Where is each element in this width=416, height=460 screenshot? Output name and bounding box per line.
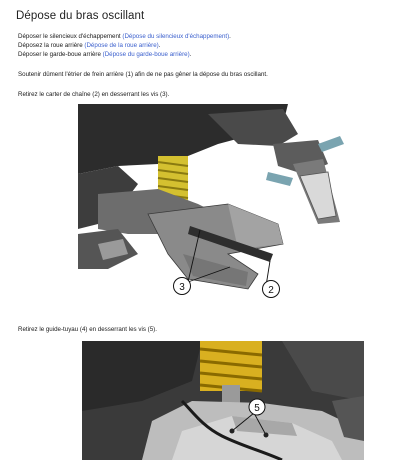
step-1-end: . <box>229 33 231 40</box>
swingarm-figure <box>78 104 360 306</box>
callout-5: 5 <box>254 403 260 414</box>
hose-guide-illustration <box>82 341 364 460</box>
step-2 <box>18 42 160 49</box>
step-2-end: . <box>158 42 161 49</box>
step-1-link[interactable]: (Dépose du silencieux d'échappement) <box>122 33 230 40</box>
hose-guide-figure <box>82 341 364 460</box>
step-3 <box>18 51 191 58</box>
step-1-text: Déposer le silencieux d'échappement <box>18 33 121 40</box>
page-title: Dépose du bras oscillant <box>16 10 145 22</box>
paragraph-chain-guard: Retirez le carter de chaîne (2) en desserrant les vis (3). <box>18 91 170 98</box>
paragraph-hose-guide: Retirez le guide-tuyau (4) en desserrant les vis (5). <box>18 326 157 333</box>
step-3-end: . <box>189 51 192 58</box>
step-1 <box>18 33 231 40</box>
step-2-link[interactable]: (Dépose de la roue arrière) <box>84 42 159 49</box>
paragraph-brake-caliper: Soutenir dûment l'étrier de frein arrière (1) afin de ne pas gêner la dépose du bras oscillant. <box>18 71 268 78</box>
step-2-text: Déposez la roue arrière <box>18 42 83 49</box>
swingarm-illustration <box>78 104 360 306</box>
callout-2: 2 <box>268 285 274 296</box>
callout-3: 3 <box>179 282 185 293</box>
step-3-text: Déposer le garde-boue arrière <box>18 51 101 58</box>
step-3-link[interactable]: (Dépose du garde-boue arrière) <box>102 51 190 58</box>
